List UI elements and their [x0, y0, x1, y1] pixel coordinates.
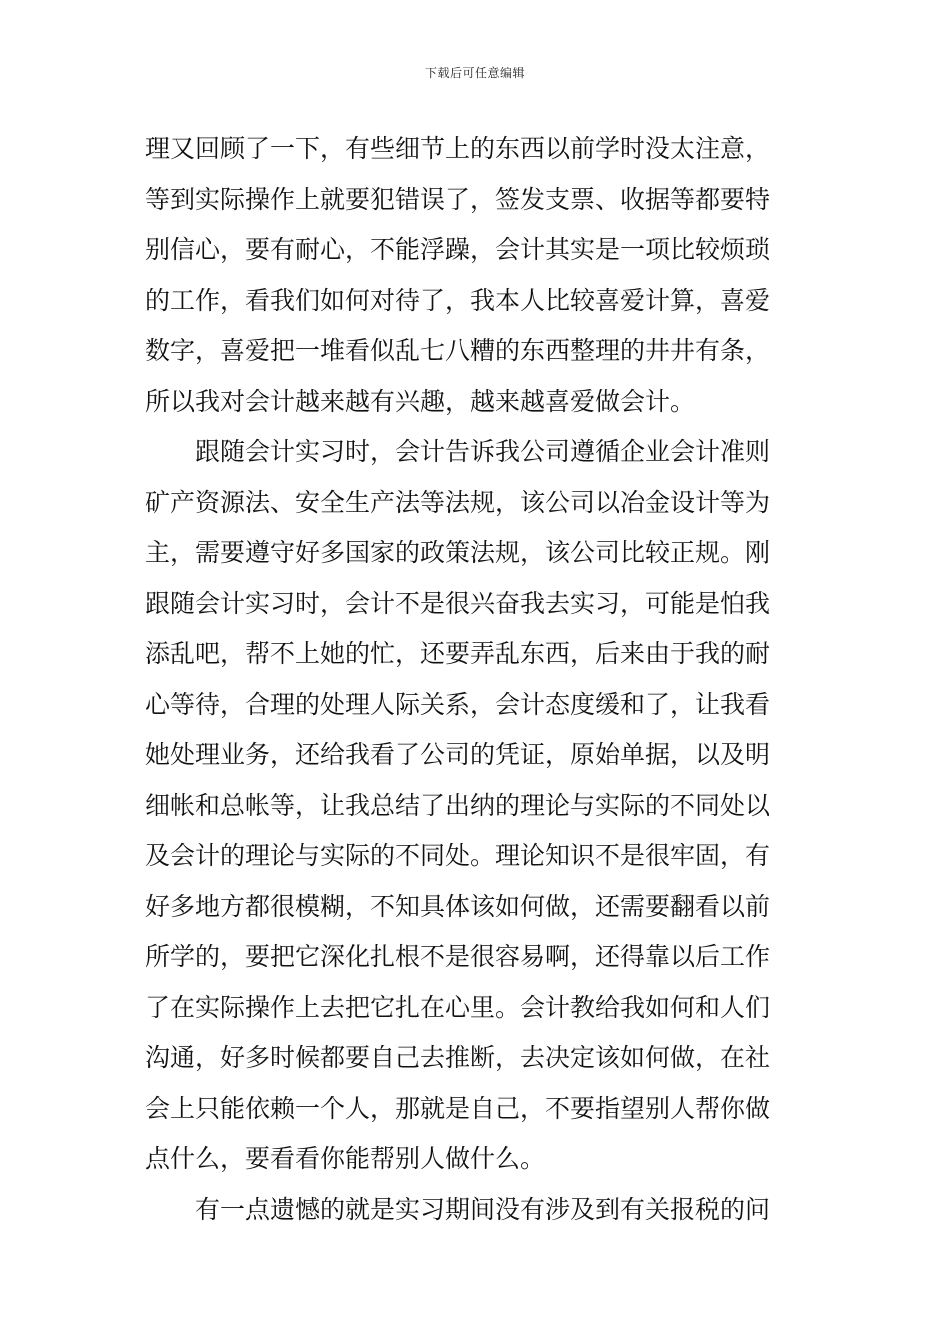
text-line: 的工作，看我们如何对待了，我本人比较喜爱计算，喜爱 — [145, 285, 771, 315]
text-line: 数字，喜爱把一堆看似乱七八糟的东西整理的井井有条， — [145, 336, 771, 365]
text-line: 心等待，合理的处理人际关系，会计态度缓和了，让我看 — [145, 689, 771, 719]
text-line: 别信心，要有耐心，不能浮躁，会计其实是一项比较烦琐 — [145, 235, 771, 264]
text-line: 沟通，好多时候都要自己去推断，去决定该如何做，在社 — [145, 1043, 771, 1072]
document-body — [145, 124, 810, 1235]
text-line: 添乱吧，帮不上她的忙，还要弄乱东西，后来由于我的耐 — [145, 639, 771, 668]
text-line: 主，需要遵守好多国家的政策法规，该公司比较正规。刚 — [145, 538, 771, 567]
text-line: 会上只能依赖一个人，那就是自己，不要指望别人帮你做 — [145, 1093, 771, 1123]
text-line: 点什么，要看看你能帮别人做什么。 — [145, 1144, 546, 1173]
paragraph-first-line: 跟随会计实习时，会计告诉我公司遵循企业会计准则 — [145, 437, 771, 466]
text-line: 理又回顾了一下，有些细节上的东西以前学时没太注意， — [145, 134, 771, 163]
text-line: 矿产资源法、安全生产法等法规，该公司以冶金设计等为 — [145, 487, 771, 517]
text-line: 等到实际操作上就要犯错误了，签发支票、收据等都要特 — [145, 184, 771, 214]
text-line: 所学的，要把它深化扎根不是很容易啊，还得靠以后工作 — [145, 942, 771, 971]
text-line: 及会计的理论与实际的不同处。理论知识不是很牢固，有 — [145, 841, 771, 870]
text-line: 细帐和总帐等，让我总结了出纳的理论与实际的不同处以 — [145, 790, 771, 820]
text-line: 了在实际操作上去把它扎在心里。会计教给我如何和人们 — [145, 992, 771, 1022]
text-line: 好多地方都很模糊，不知具体该如何做，还需要翻看以前 — [145, 891, 771, 921]
paragraph-first-line: 有一点遗憾的就是实习期间没有涉及到有关报税的问 — [145, 1194, 771, 1224]
text-line: 所以我对会计越来越有兴趣，越来越喜爱做会计。 — [145, 386, 696, 416]
text-line: 她处理业务，还给我看了公司的凭证，原始单据，以及明 — [145, 740, 771, 769]
text-line: 跟随会计实习时，会计不是很兴奋我去实习，可能是怕我 — [145, 588, 771, 618]
page-header: 下载后可任意编辑 — [424, 66, 525, 80]
